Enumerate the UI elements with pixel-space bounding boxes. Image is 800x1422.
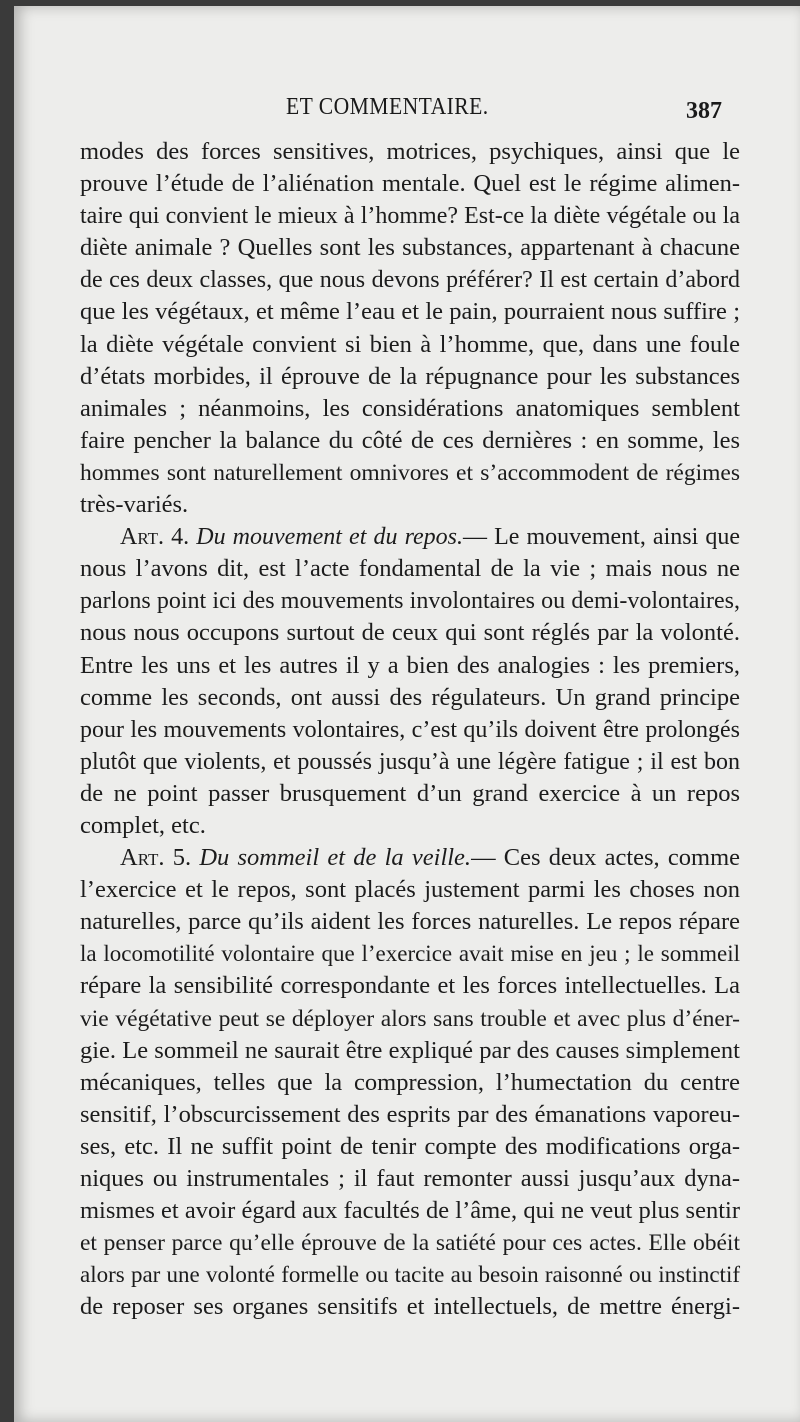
book-page xyxy=(14,6,800,1422)
article-4-title: Du mouvement et du repos. xyxy=(196,524,464,551)
article-4-first-line: — Le mouvement, ainsi que xyxy=(463,524,740,551)
text-line: Entre les uns et les autres il y a bien des analogies : les premiers, xyxy=(80,651,740,679)
text-line: gie. Le sommeil ne saurait être expliqué par des causes simplement xyxy=(80,1036,740,1064)
text-line: prouve l’étude de l’aliénation mentale. Quel est le régime alimen- xyxy=(80,170,740,198)
text-line: ses, etc. Il ne suffit point de tenir compte des modifications orga- xyxy=(80,1132,740,1160)
article-5-title: Du sommeil et de la veille. xyxy=(199,844,472,872)
text-line: nous l’avons dit, est l’acte fondamental de la vie ; mais nous ne xyxy=(80,555,740,583)
text-line: pour les mouvements volontaires, c’est qu’ils doivent être prolongés xyxy=(80,716,740,743)
page-number: 387 xyxy=(686,98,722,124)
running-head: ET COMMENTAIRE. xyxy=(286,94,489,120)
text-line: niques ou instrumentales ; il faut remonter aussi jusqu’aux dyna- xyxy=(80,1165,740,1192)
text-line: parlons point ici des mouvements involontaires ou demi-volontaires, xyxy=(80,588,740,615)
text-line: mismes et avoir égard aux facultés de l’âme, qui ne veut plus sentir xyxy=(80,1197,740,1225)
text-line: l’exercice et le repos, sont placés justement parmi les choses non xyxy=(80,876,740,904)
article-5-heading-line xyxy=(80,842,740,874)
body-text xyxy=(80,136,740,1323)
text-line: très-variés. xyxy=(80,491,189,519)
text-line: hommes sont naturellement omnivores et s’accommodent de régimes xyxy=(80,459,740,486)
text-line: répare la sensibilité correspondante et les forces intellectuelles. La xyxy=(80,972,740,1000)
text-line: sensitif, l’obscurcissement des esprits par des émanations vaporeu- xyxy=(80,1100,740,1128)
text-line: naturelles, parce qu’ils aident les forces naturelles. Le repos répare xyxy=(80,908,740,936)
text-line: d’états morbides, il éprouve de la répugnance pour les substances xyxy=(80,362,740,390)
text-line: de ne point passer brusquement d’un grand exercice à un repos xyxy=(80,779,740,807)
text-line: animales ; néanmoins, les considérations anatomiques semblent xyxy=(80,394,740,422)
text-line: taire qui convient le mieux à l’homme? Est-ce la diète végétale ou la xyxy=(80,203,740,230)
text-line: mécaniques, telles que la compression, l’humectation du centre xyxy=(80,1068,740,1096)
article-5-first-line: — Ces deux actes, comme xyxy=(471,844,741,872)
text-line: la diète végétale convient si bien à l’homme, que, dans une foule xyxy=(80,330,740,358)
text-line: comme les seconds, ont aussi des régulateurs. Un grand principe xyxy=(80,683,740,711)
text-line: modes des forces sensitives, motrices, psychiques, ainsi que le xyxy=(80,138,740,165)
article-4-heading-line xyxy=(80,521,740,553)
text-line: nous nous occupons surtout de ceux qui sont réglés par la volonté. xyxy=(80,619,740,647)
text-line: complet, etc. xyxy=(80,811,206,839)
article-5-label: Art. 5. xyxy=(120,844,192,872)
text-line: de reposer ses organes sensitifs et intellectuels, de mettre énergi- xyxy=(80,1293,740,1321)
article-4-label: Art. 4. xyxy=(120,524,190,551)
text-line: que les végétaux, et même l’eau et le pain, pourraient nous suffire ; xyxy=(80,298,740,326)
text-line: diète animale ? Quelles sont les substances, appartenant à chacune xyxy=(80,234,740,262)
text-line: alors par une volonté formelle ou tacite au besoin raisonné ou instinctif xyxy=(80,1262,740,1288)
text-line: et penser parce qu’elle éprouve de la satiété pour ces actes. Elle obéit xyxy=(80,1230,740,1257)
page-header xyxy=(14,94,800,134)
text-line: plutôt que violents, et poussés jusqu’à une légère fatigue ; il est bon xyxy=(80,748,740,775)
text-line: la locomotilité volontaire que l’exercice avait mise en jeu ; le sommeil xyxy=(80,941,740,967)
text-line: faire pencher la balance du côté de ces dernières : en somme, les xyxy=(80,426,740,454)
text-line: vie végétative peut se déployer alors sans trouble et avec plus d’éner- xyxy=(80,1005,740,1032)
text-line: de ces deux classes, que nous devons préférer? Il est certain d’abord xyxy=(80,267,740,294)
